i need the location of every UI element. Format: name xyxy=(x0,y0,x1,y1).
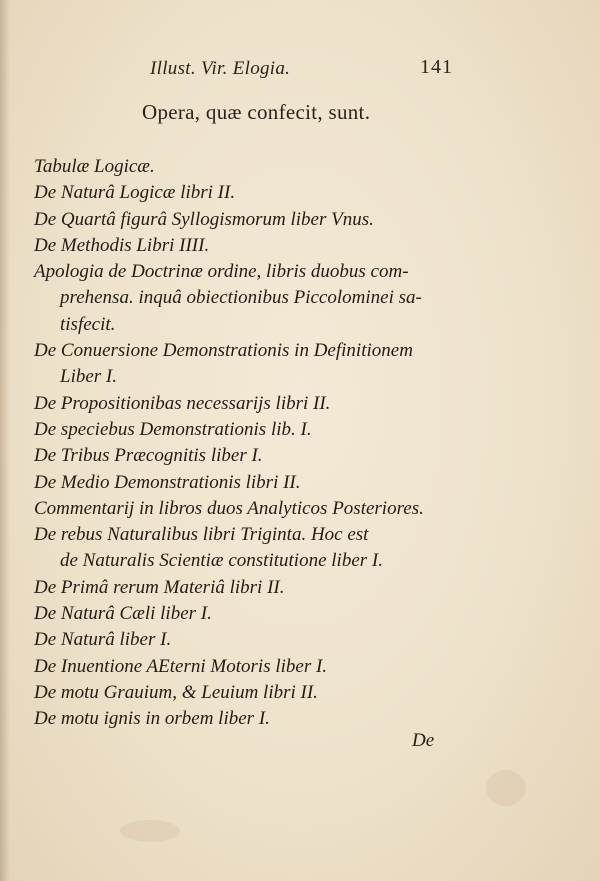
list-item: De motu ignis in orbem liber I. xyxy=(34,708,270,730)
list-item: De speciebus Demonstrationis lib. I. xyxy=(34,418,312,440)
list-item: de Naturalis Scientiæ constitutione liber I. xyxy=(60,550,383,572)
list-item: De Naturâ liber I. xyxy=(34,629,172,651)
list-item: tisfecit. xyxy=(60,313,116,335)
list-item: De Tribus Præcognitis liber I. xyxy=(34,445,263,467)
paper-stain xyxy=(486,770,526,806)
list-item: Apologia de Doctrinæ ordine, libris duobus com- xyxy=(34,261,409,283)
list-item: De Naturâ Cæli liber I. xyxy=(34,603,212,625)
list-item: De Conuersione Demonstrationis in Definitionem xyxy=(34,340,413,362)
page-number: 141 xyxy=(420,56,453,78)
list-item: Commentarij in libros duos Analyticos Posteriores. xyxy=(34,497,424,519)
list-item: Tabulæ Logicæ. xyxy=(34,156,155,177)
list-item: De Quartâ figurâ Syllogismorum liber Vnus. xyxy=(34,208,374,230)
list-item: De Propositionibas necessarijs libri II. xyxy=(34,392,331,414)
list-item: De Primâ rerum Materiâ libri II. xyxy=(34,576,285,598)
paper-stain xyxy=(120,820,180,842)
list-item: De motu Grauium, & Leuium libri II. xyxy=(34,681,318,703)
list-item: De rebus Naturalibus libri Triginta. Hoc est xyxy=(34,524,369,546)
catchword: De xyxy=(412,730,435,751)
list-item: De Inuentione AEterni Motoris liber I. xyxy=(34,655,328,677)
works-list xyxy=(34,154,474,733)
list-item: De Naturâ Logicæ libri II. xyxy=(34,182,236,204)
page-edge-shadow xyxy=(0,0,10,881)
running-title: Illust. Vir. Elogia. xyxy=(150,58,291,79)
list-item: De Medio Demonstrationis libri II. xyxy=(34,471,301,493)
list-item: prehensa. inquâ obiectionibus Piccolominei sa- xyxy=(60,287,422,309)
list-item: De Methodis Libri IIII. xyxy=(34,234,210,256)
list-item: Liber I. xyxy=(60,366,117,388)
section-heading: Opera, quæ confecit, sunt. xyxy=(142,100,371,124)
